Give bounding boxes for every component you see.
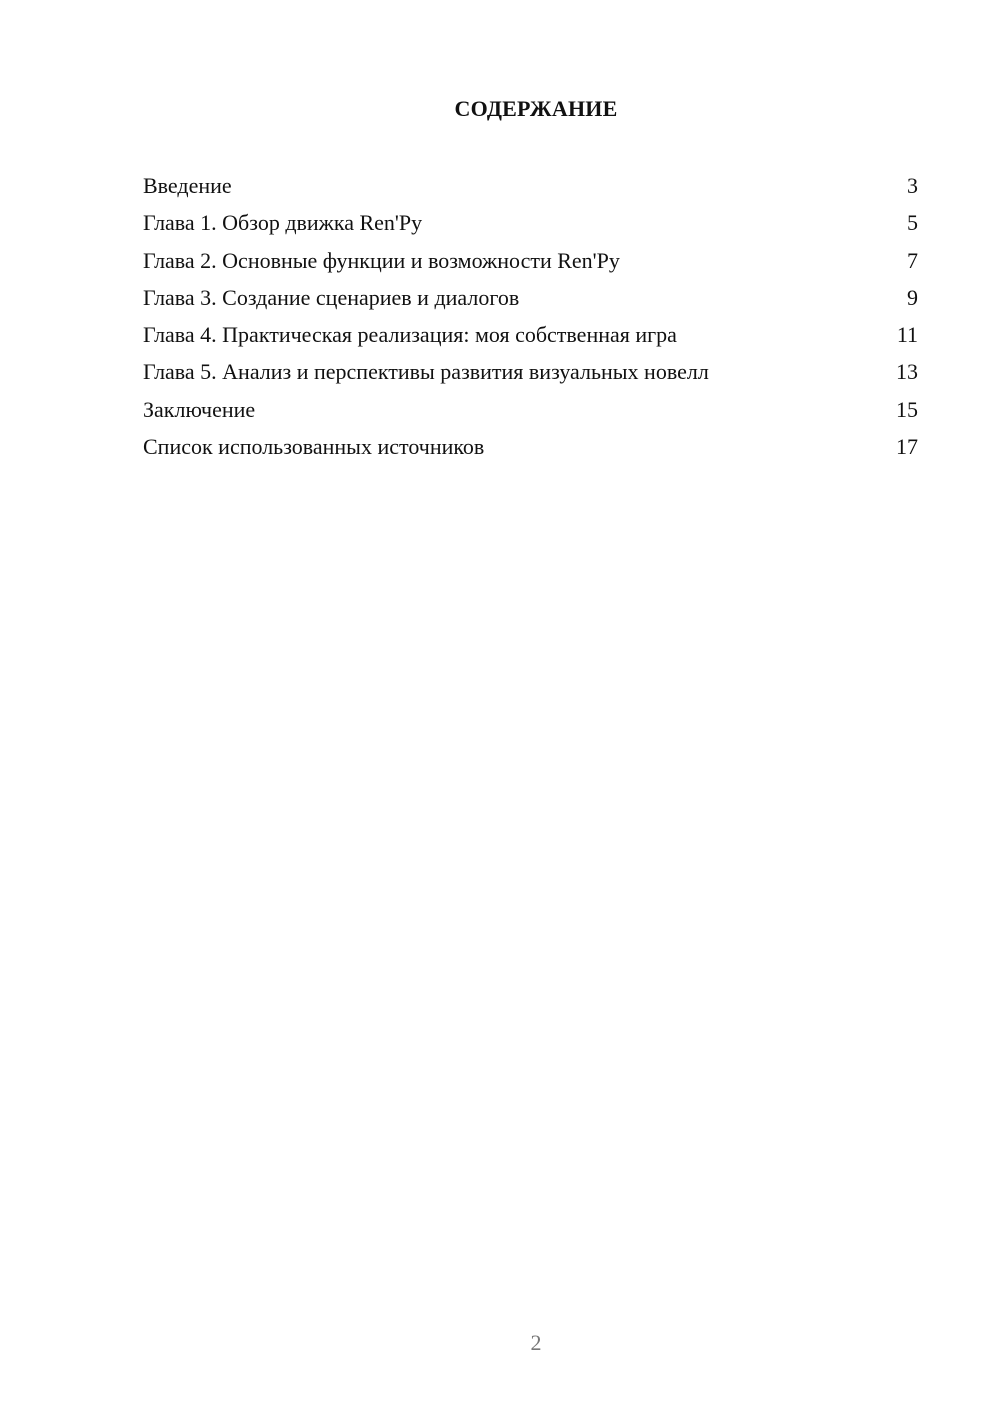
page-number: 2 bbox=[530, 1330, 542, 1355]
toc-entry-introduction bbox=[143, 167, 918, 204]
toc-entry-label: Глава 2. Основные функции и возможности Ren'Py bbox=[143, 247, 620, 273]
table-of-contents bbox=[143, 167, 918, 465]
toc-entry-label: Глава 4. Практическая реализация: моя собственная игра bbox=[143, 322, 677, 348]
toc-entry-chapter-3 bbox=[143, 279, 918, 316]
toc-entry-page: 13 bbox=[896, 359, 918, 385]
page-title: СОДЕРЖАНИЕ bbox=[454, 96, 618, 121]
toc-entry-page: 15 bbox=[896, 396, 918, 422]
toc-entry-label: Глава 5. Анализ и перспективы развития визуальных новелл bbox=[143, 359, 709, 385]
toc-entry-conclusion bbox=[143, 391, 918, 428]
toc-entry-references bbox=[143, 428, 918, 465]
toc-entry-label: Глава 3. Создание сценариев и диалогов bbox=[143, 284, 520, 310]
toc-entry-page: 11 bbox=[896, 322, 918, 348]
toc-entry-chapter-1 bbox=[143, 204, 918, 241]
toc-entry-label: Заключение bbox=[143, 396, 256, 422]
toc-entry-page: 5 bbox=[907, 210, 918, 236]
toc-entry-page: 17 bbox=[896, 434, 918, 460]
toc-entry-page: 3 bbox=[907, 173, 918, 198]
toc-entry-label: Глава 1. Обзор движка Ren'Py bbox=[143, 210, 423, 236]
toc-entry-label: Список использованных источников bbox=[143, 434, 485, 460]
toc-entry-label: Введение bbox=[143, 173, 232, 198]
toc-entry-chapter-4 bbox=[143, 316, 918, 353]
toc-entry-page: 7 bbox=[907, 247, 918, 273]
toc-entry-page: 9 bbox=[907, 284, 918, 310]
toc-entry-chapter-2 bbox=[143, 242, 918, 279]
toc-entry-chapter-5 bbox=[143, 353, 918, 390]
